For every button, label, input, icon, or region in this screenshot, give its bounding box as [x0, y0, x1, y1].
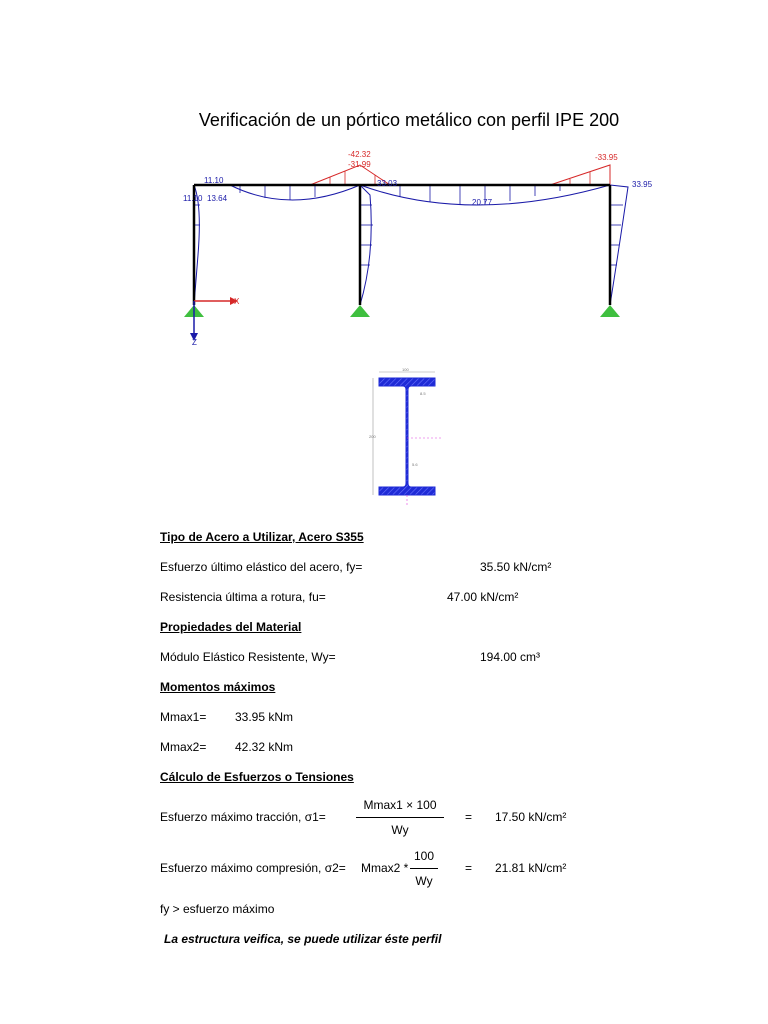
check-text: fy > esfuerzo máximo [160, 902, 275, 916]
sigma2-numerator: 100 [413, 849, 435, 863]
support-icons [184, 305, 620, 317]
wy-value: 194.00 cm³ [480, 650, 541, 664]
sigma2-value: 21.81 kN/cm² [495, 861, 567, 875]
steel-heading: Tipo de Acero a Utilizar, Acero S355 [160, 530, 364, 544]
moment-label: 11.10 [183, 194, 203, 203]
sigma2-label: Esfuerzo máximo compresión, σ2= [160, 861, 346, 875]
mmax2-value: 42.32 kNm [235, 740, 294, 754]
moment-label: 11.10 [204, 176, 224, 185]
sigma1-denominator: Wy [391, 823, 409, 837]
fy-label: Esfuerzo último elástico del acero, fy= [160, 560, 363, 574]
ipe-section-drawing [357, 366, 457, 510]
dim-width: 100 [402, 367, 409, 372]
moment-label: 33.95 [632, 180, 653, 189]
fu-label: Resistencia última a rotura, fu= [160, 590, 326, 604]
sigma1-formula [356, 798, 444, 837]
sigma2-formula [410, 849, 438, 888]
conclusion-text: La estructura veifica, se puede utilizar éste perfil [164, 932, 442, 946]
moment-label: 20.77 [472, 198, 493, 207]
dim-flange: 8.5 [420, 391, 426, 396]
material-heading: Propiedades del Material [160, 620, 302, 634]
mmax2-label: Mmax2= [160, 740, 207, 754]
sigma2-denominator: Wy [415, 874, 433, 888]
sigma2-equals: = [465, 861, 473, 875]
fu-value: 47.00 kN/cm² [447, 590, 519, 604]
moment-label: -31.99 [348, 160, 371, 169]
wy-label: Módulo Elástico Resistente, Wy= [160, 650, 336, 664]
sigma2-prefix: Mmax2 * [361, 861, 409, 875]
axis-z-label: Z [192, 338, 197, 347]
axis-x-label: X [234, 297, 240, 306]
sigma1-label: Esfuerzo máximo tracción, σ1= [160, 810, 326, 824]
fy-value: 35.50 kN/cm² [480, 560, 552, 574]
moment-label: -33.95 [595, 153, 618, 162]
frame-moment-diagram [170, 145, 670, 350]
dim-web: 5.6 [412, 462, 418, 467]
moment-label: 13.64 [207, 194, 228, 203]
moments-heading: Momentos máximos [160, 680, 276, 694]
sigma1-equals: = [465, 810, 473, 824]
moment-label: -42.32 [348, 150, 371, 159]
page-title: Verificación de un pórtico metálico con perfil IPE 200 [198, 110, 620, 130]
sigma1-value: 17.50 kN/cm² [495, 810, 567, 824]
moment-label: 33.03 [377, 179, 398, 188]
stress-heading: Cálculo de Esfuerzos o Tensiones [160, 770, 354, 784]
mmax1-label: Mmax1= [160, 710, 207, 724]
dim-height: 200 [369, 434, 376, 439]
sigma1-numerator: Mmax1 × 100 [363, 798, 437, 812]
mmax1-value: 33.95 kNm [235, 710, 294, 724]
